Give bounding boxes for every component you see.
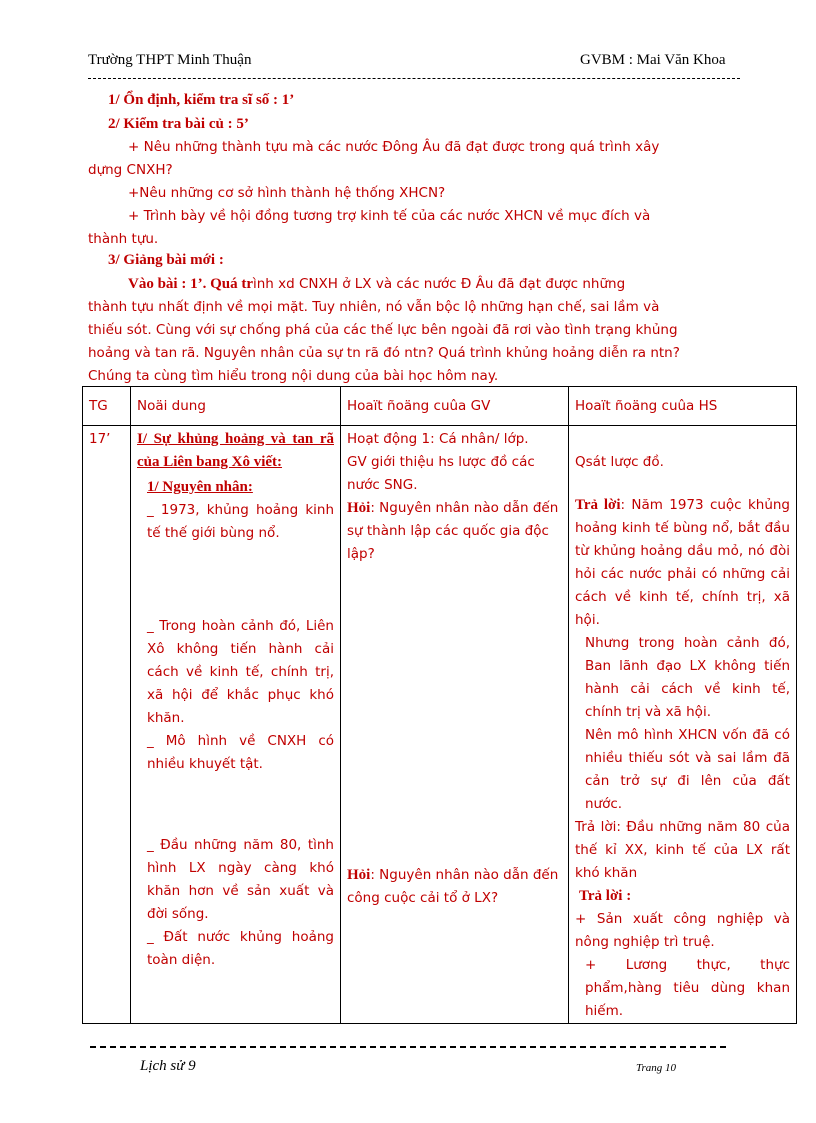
hs-answer-4: Trả lời: Đầu những năm 80 của thế kỉ XX, kinh tế của LX rất khó khăn [575, 819, 790, 881]
content-point-1: _ 1973, khủng hoảng kinh tế thế giới bùng nổ. [147, 502, 334, 541]
cell-content [131, 426, 341, 1024]
content-subtitle: 1/ Nguyên nhân: [147, 479, 253, 495]
school-name: Trường THPT Minh Thuận [88, 52, 252, 68]
content-title: I/ Sự khủng hoảng và tan rã của Liên bang Xô viết: [137, 431, 334, 470]
spacer [137, 776, 334, 834]
cell-hs [569, 426, 797, 1024]
spacer [137, 545, 334, 615]
hs-answer-7: + Lương thực, thực phẩm,hàng tiêu dùng khan hiếm. [585, 957, 790, 1019]
hs-answer-6: + Sản xuất công nghiệp và nông nghiệp trì truệ. [575, 911, 790, 950]
question-1-line-1: + Nêu những thành tựu mà các nước Đông Âu đã đạt được trong quá trình xây [128, 139, 660, 155]
intro-label: Vào bài : 1’. Quá tr [128, 276, 253, 292]
intro-line-3: thiếu sót. Cùng với sự chống phá của các thế lực bên ngoài đã rơi vào tình trạng khủng [88, 322, 678, 338]
header-gv: Hoaït ñoäng cuûa GV [341, 387, 569, 426]
content-point-4: _ Đầu những năm 80, tình hình LX ngày càng khó khăn hơn về sản xuất và đời sống. [147, 837, 334, 922]
intro-line-1 [128, 273, 625, 296]
header-tg: TG [83, 387, 131, 426]
section-3-title: 3/ Giảng bài mới : [108, 252, 224, 268]
hs-observe: Qsát lược đồ. [575, 454, 664, 470]
header-hs: Hoaït ñoäng cuûa HS [569, 387, 797, 426]
intro-text-1: ình xd CNXH ở LX và các nước Đ Âu đã đạt được những [253, 276, 626, 292]
content-point-3: _ Mô hình về CNXH có nhiều khuyết tật. [147, 733, 334, 772]
spacer [347, 566, 562, 864]
gv-question-1-text: : Nguyên nhân nào dẫn đến sự thành lập các quốc gia độc lập? [347, 500, 559, 562]
table-header-row [83, 387, 797, 426]
content-point-5: _ Đất nước khủng hoảng toàn diện. [147, 929, 334, 968]
footer-divider [90, 1046, 726, 1048]
lesson-table [82, 386, 797, 1024]
hs-answer-5-label: Trả lời : [579, 888, 632, 904]
content-point-2: _ Trong hoàn cảnh đó, Liên Xô không tiến hành cải cách về kinh tế, chính trị, xã hội để khắc phục khó khăn. [147, 618, 334, 726]
hs-answer-1-text: : Năm 1973 cuộc khủng hoảng kinh tế bùng nổ, bắt đầu từ khủng hoảng dầu mỏ, nó đòi hỏi các nước phải có những cải cách về kinh tế, chính trị, xã hội. [575, 497, 790, 628]
section-2-title: 2/ Kiểm tra bài củ : 5’ [108, 116, 249, 132]
section-1-title: 1/ Ổn định, kiểm tra sĩ số : 1’ [108, 92, 295, 108]
table-row [83, 426, 797, 1024]
header-divider [88, 78, 740, 79]
header-content: Noäi dung [131, 387, 341, 426]
gv-question-2-text: : Nguyên nhân nào dẫn đến công cuộc cải tổ ở LX? [347, 867, 559, 906]
hs-answer-2: Nhưng trong hoàn cảnh đó, Ban lãnh đạo LX không tiến hành cải cách về kinh tế, chính trị và xã hội. [585, 635, 790, 720]
question-3-line-2: thành tựu. [88, 231, 159, 247]
intro-line-2: thành tựu nhất định về mọi mặt. Tuy nhiên, nó vẫn bộc lộ những hạn chế, sai lầm và [88, 299, 660, 315]
teacher-name: GVBM : Mai Văn Khoa [580, 52, 726, 68]
intro-line-5: Chúng ta cùng tìm hiểu trong nội dung của bài học hôm nay. [88, 368, 499, 384]
cell-gv [341, 426, 569, 1024]
spacer [575, 428, 790, 451]
gv-question-2 [347, 864, 562, 910]
footer-page: Trang 10 [636, 1062, 677, 1074]
hs-answer-3: Nên mô hình XHCN vốn đã có nhiều thiếu sót và sai lầm đã cản trở sự đi lên của đất nước. [585, 727, 790, 812]
footer-subject: Lịch sử 9 [140, 1058, 196, 1074]
question-1-line-2: dựng CNXH? [88, 162, 173, 178]
question-2: +Nêu những cơ sở hình thành hệ thống XHCN? [128, 185, 446, 201]
tg-value: 17’ [89, 431, 111, 447]
spacer [575, 474, 790, 494]
gv-question-1-label: Hỏi [347, 500, 371, 516]
gv-question-2-label: Hỏi [347, 867, 371, 883]
hs-answer-1 [575, 494, 790, 632]
gv-activity-2: GV giới thiệu hs lược đồ các nước SNG. [347, 454, 535, 493]
intro-line-4: hoảng và tan rã. Nguyên nhân của sự tn rã đó ntn? Quá trình khủng hoảng diễn ra ntn? [88, 345, 680, 361]
gv-question-1 [347, 497, 562, 566]
cell-tg [83, 426, 131, 1024]
hs-answer-1-label: Trả lời [575, 497, 621, 513]
gv-activity-1: Hoạt động 1: Cá nhân/ lớp. [347, 431, 529, 447]
question-3-line-1: + Trình bày về hội đồng tương trợ kinh tế của các nước XHCN về mục đích và [128, 208, 651, 224]
